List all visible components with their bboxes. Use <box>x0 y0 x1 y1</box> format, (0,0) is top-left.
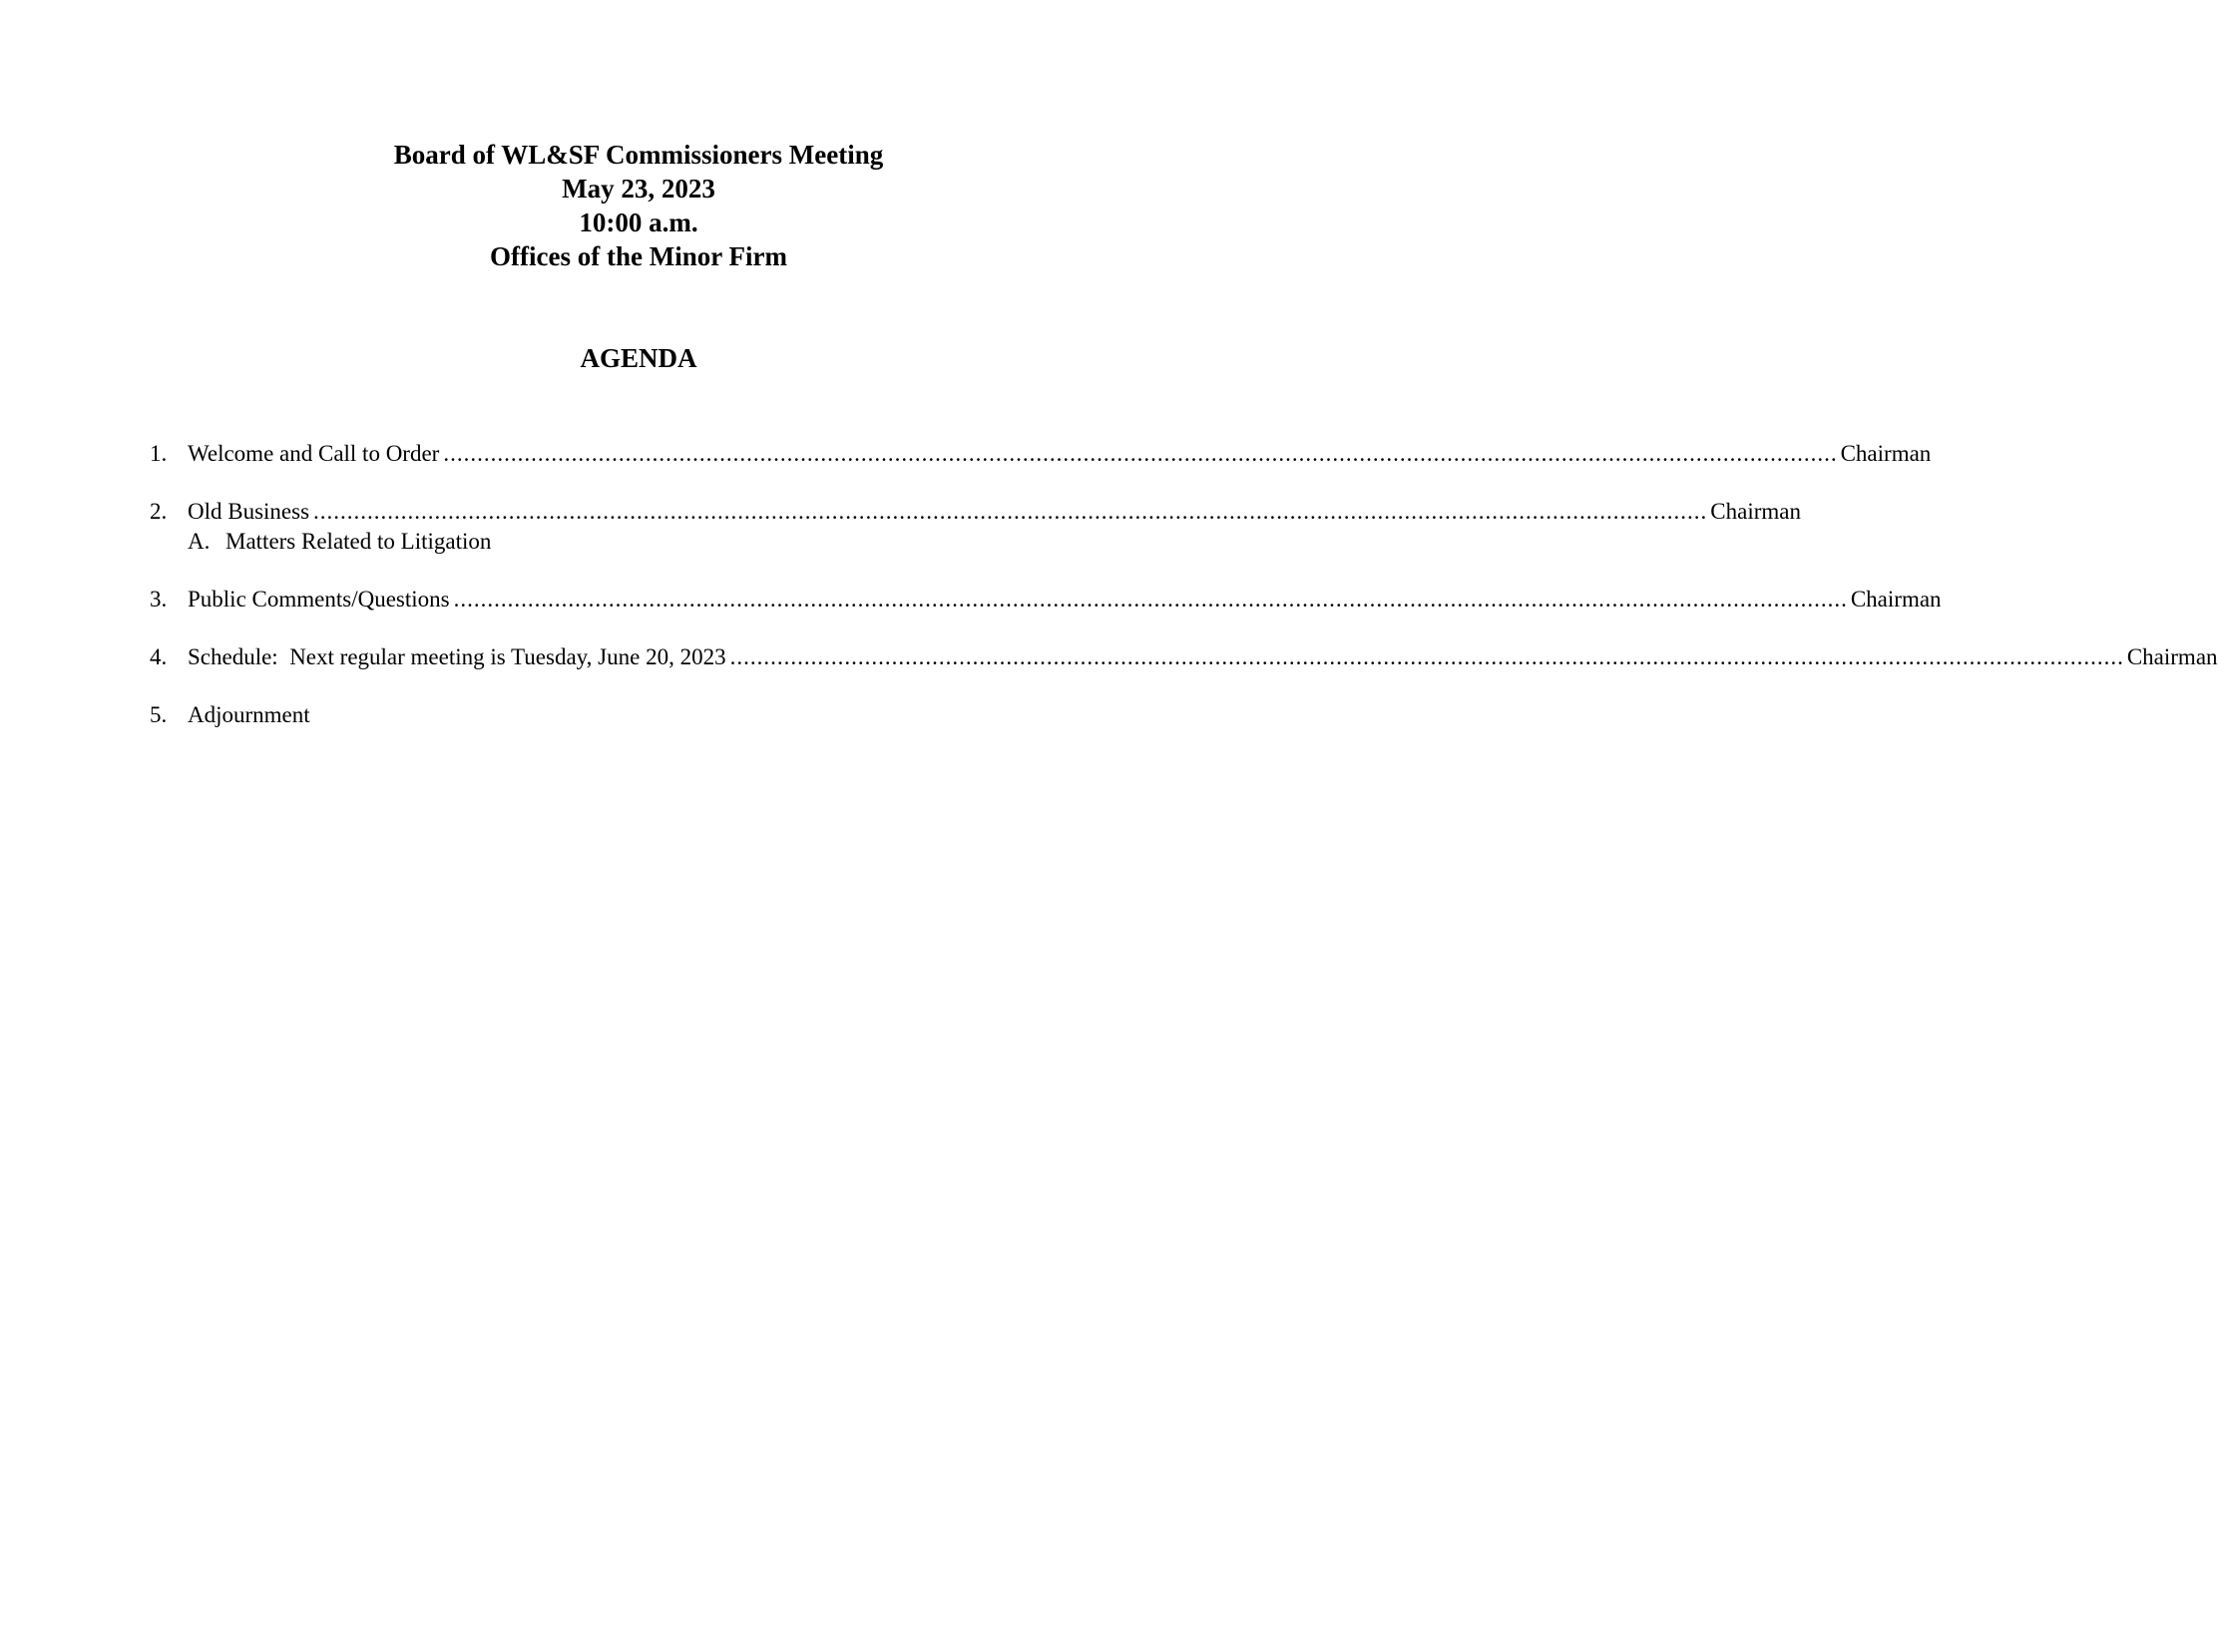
agenda-item <box>150 700 1054 730</box>
item-label: Adjournment <box>188 702 310 727</box>
item-number: 1. <box>150 441 168 466</box>
meeting-location: Offices of the Minor Firm <box>490 241 787 271</box>
meeting-time: 10:00 a.m. <box>579 207 698 237</box>
item-number: 5. <box>150 702 168 727</box>
item-number: 3. <box>150 587 168 612</box>
item-responsible: Chairman <box>1850 587 1942 612</box>
dot-leader <box>313 497 1707 527</box>
item-responsible: Chairman <box>1840 441 1932 466</box>
item-label: Old Business <box>188 499 310 524</box>
sub-item-letter: A. <box>188 529 211 554</box>
item-label: Welcome and Call to Order <box>188 441 440 466</box>
sub-item <box>188 527 1801 557</box>
agenda-heading: AGENDA <box>580 343 697 373</box>
sub-item-label: Matters Related to Litigation <box>225 529 492 554</box>
agenda-item <box>150 439 1932 469</box>
dot-leader <box>454 585 1848 615</box>
item-number: 4. <box>150 644 168 669</box>
item-label: Schedule: Next regular meeting is Tuesday, June 20, 2023 <box>188 644 726 669</box>
agenda-item <box>150 642 2218 672</box>
agenda-item <box>150 497 1801 557</box>
agenda-list <box>150 439 2218 758</box>
item-responsible: Chairman <box>2126 644 2218 669</box>
item-label: Public Comments/Questions <box>188 587 450 612</box>
meeting-date: May 23, 2023 <box>562 174 715 204</box>
meeting-header <box>0 138 1277 273</box>
dot-leader <box>730 642 2124 672</box>
dot-leader <box>443 439 1837 469</box>
item-responsible: Chairman <box>1710 499 1801 524</box>
item-number: 2. <box>150 499 168 524</box>
agenda-item <box>150 585 1942 615</box>
meeting-title: Board of WL&SF Commissioners Meeting <box>393 140 884 170</box>
